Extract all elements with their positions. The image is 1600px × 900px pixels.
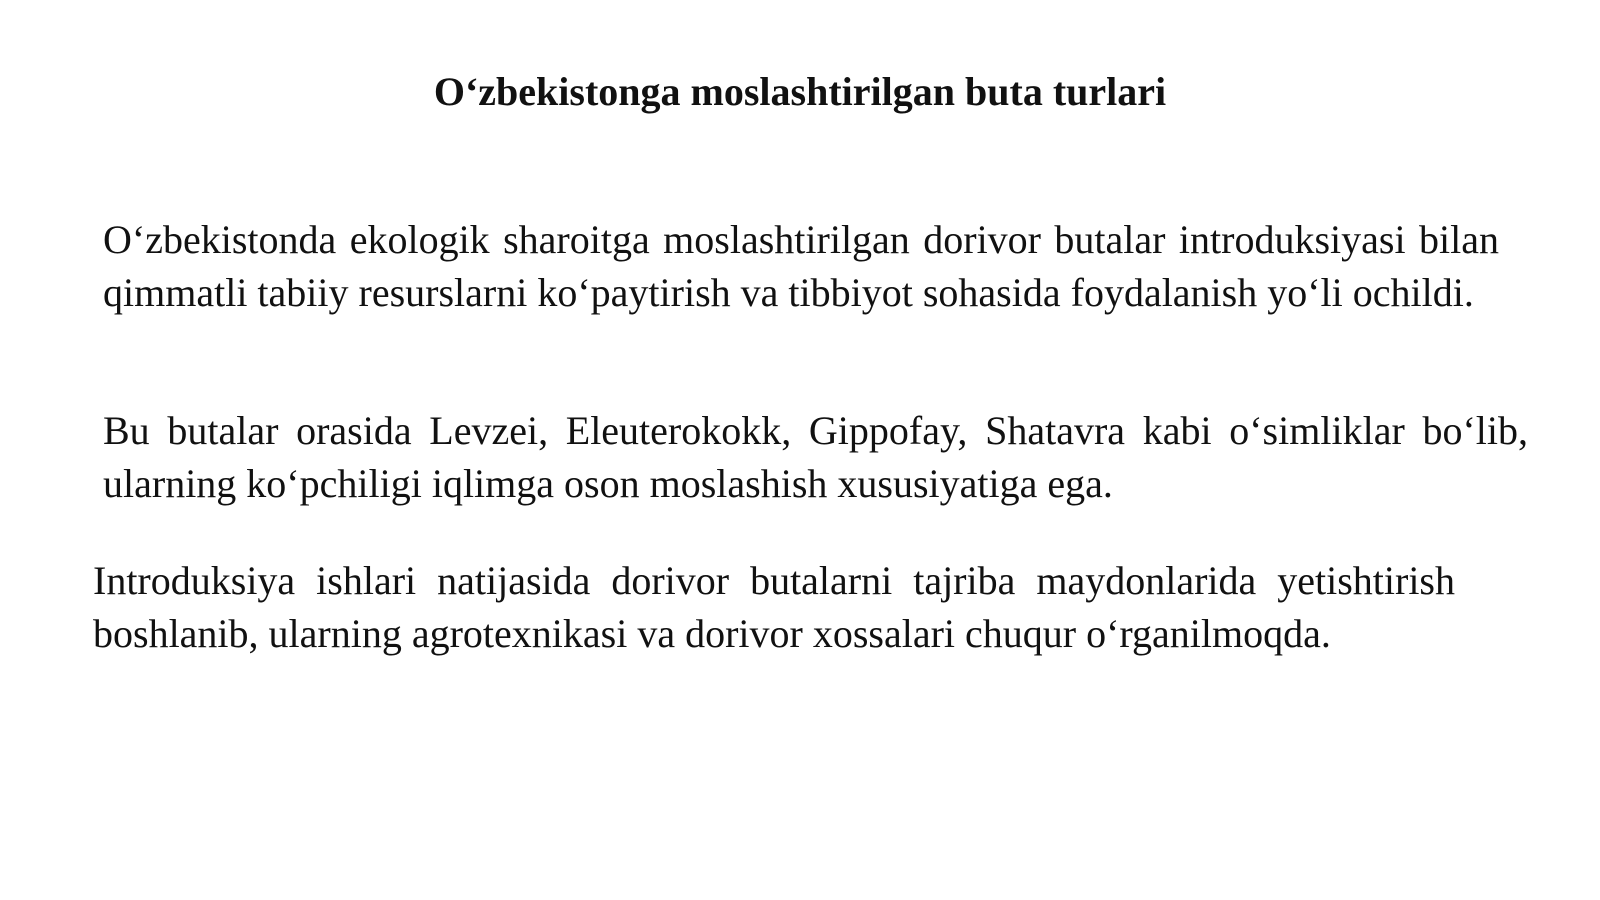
paragraph-shrub-species: Bu butalar orasida Levzei, Eleuterokokk, Gippofay, Shatavra kabi o‘simliklar bo‘lib, ularning ko‘pchiligi iqlimga oson moslashish xususiyatiga ega. [103,408,1528,506]
paragraph-introduction-results: Introduksiya ishlari natijasida dorivor butalarni tajriba maydonlarida yetishtirish boshlanib, ularning agrotexnikasi va dorivor xossalari chuqur o‘rganilmoqda. [93,558,1455,656]
slide-title: O‘zbekistonga moslashtirilgan buta turlari [433,69,1167,114]
paragraph-introduction: O‘zbekistonda ekologik sharoitga moslashtirilgan dorivor butalar introduksiyasi bilan qimmatli tabiiy resurslarni ko‘paytirish va tibbiyot sohasida foydalanish yo‘li ochildi. [103,217,1499,315]
